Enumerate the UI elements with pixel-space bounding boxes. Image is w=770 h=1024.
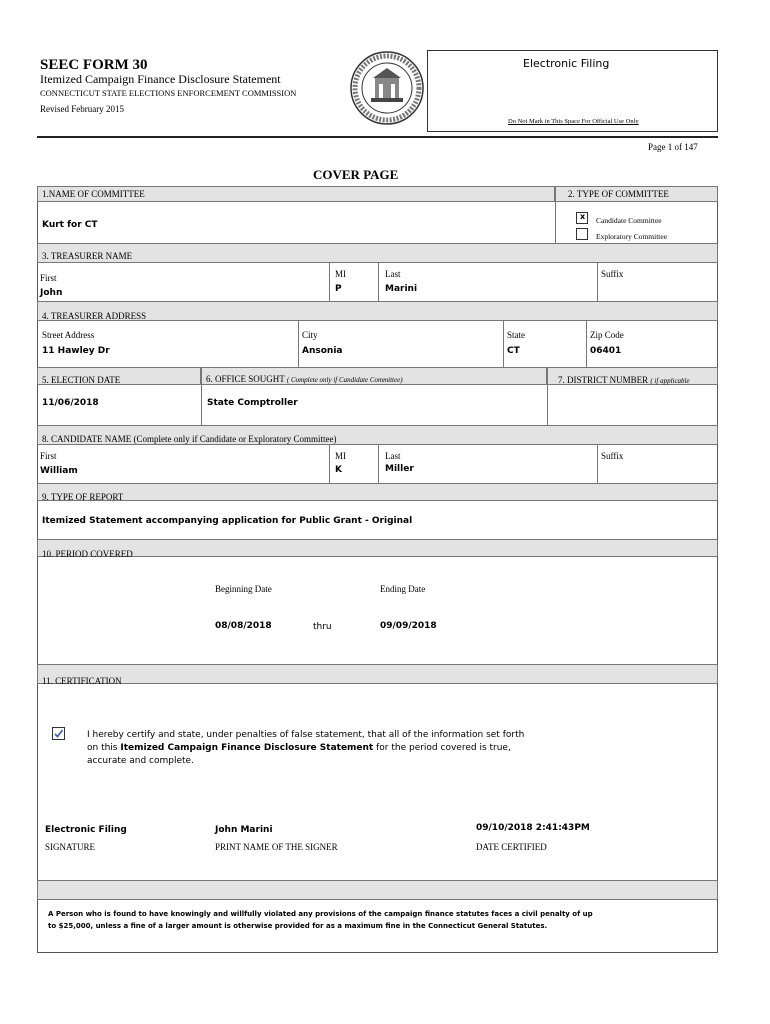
signature-label: SIGNATURE <box>45 842 96 852</box>
page-info: Page 1 of 147 <box>648 142 698 152</box>
signer-name-value: John Marini <box>215 825 273 835</box>
exploratory-committee-checkbox[interactable] <box>576 228 588 240</box>
certification-text: I hereby certify and state, under penalties of false statement, that all of the information set forth on this Itemized Campaign Finance Disclosure Statement for the period covered is true, accurate and complete. <box>87 730 525 766</box>
treasurer-mi-label: MI <box>335 269 346 279</box>
street-value: 11 Hawley Dr <box>42 346 110 356</box>
report-type-header: 9. TYPE OF REPORT <box>37 483 718 501</box>
form-title: SEEC FORM 30 <box>40 57 148 73</box>
state-label: State <box>507 330 525 340</box>
certify-checkbox[interactable] <box>52 727 65 740</box>
agency-name: CONNECTICUT STATE ELECTIONS ENFORCEMENT COMMISSION <box>40 88 297 98</box>
checkmark-icon <box>53 728 64 739</box>
committee-type-header: 2. TYPE OF COMMITTEE <box>555 186 718 202</box>
treasurer-address-header: 4. TREASURER ADDRESS <box>37 301 718 321</box>
treasurer-suffix-label: Suffix <box>601 269 624 279</box>
signature-value: Electronic Filing <box>45 825 127 835</box>
signer-name-label: PRINT NAME OF THE SIGNER <box>215 842 338 852</box>
end-date-label: Ending Date <box>380 584 426 594</box>
office-sought-header: 6. OFFICE SOUGHT ( Complete only if Candidate Committee) <box>201 367 547 385</box>
office-sought-value: State Comptroller <box>207 398 298 408</box>
candidate-mi-value: K <box>335 465 342 475</box>
thru-label: thru <box>313 622 332 632</box>
candidate-name-header: 8. CANDIDATE NAME (Complete only if Candidate or Exploratory Committee) <box>37 425 718 445</box>
candidate-last-value: Miller <box>385 464 414 474</box>
treasurer-name-header: 3. TREASURER NAME <box>37 243 718 263</box>
street-label: Street Address <box>42 330 95 340</box>
exploratory-committee-label: Exploratory Committee <box>596 232 668 241</box>
city-value: Ansonia <box>302 346 343 356</box>
treasurer-first-label: First <box>40 273 57 283</box>
official-use-box <box>427 50 718 132</box>
treasurer-last-label: Last <box>385 269 401 279</box>
district-number-header: 7. DISTRICT NUMBER ( if applicable <box>547 367 718 385</box>
footer-divider-bar <box>37 880 718 900</box>
city-label: City <box>302 330 318 340</box>
date-certified-label: DATE CERTIFIED <box>476 842 547 852</box>
state-value: CT <box>507 346 520 356</box>
form-subtitle: Itemized Campaign Finance Disclosure Statement <box>40 72 281 86</box>
candidate-first-value: William <box>40 466 78 476</box>
certification-header: 11. CERTIFICATION <box>37 664 718 684</box>
date-certified-value: 09/10/2018 2:41:43PM <box>476 823 590 833</box>
revised-date: Revised February 2015 <box>40 104 124 114</box>
cover-page-title: COVER PAGE <box>313 167 399 182</box>
zip-label: Zip Code <box>590 330 624 340</box>
penalty-notice: A Person who is found to have knowingly and willfully violated any provisions of the campaign finance statutes faces a civil penalty of up to $25,000, unless a fine of a larger amount is otherwise provided for as a maximum fine in the Connecticut General Statutes. <box>48 910 593 930</box>
electronic-filing-title: Electronic Filing <box>523 57 610 70</box>
end-date-value: 09/09/2018 <box>380 621 437 631</box>
candidate-last-label: Last <box>385 451 401 461</box>
candidate-first-label: First <box>40 451 57 461</box>
report-type-value: Itemized Statement accompanying application for Public Grant - Original <box>42 516 413 526</box>
candidate-committee-checkbox[interactable]: x <box>576 212 588 224</box>
candidate-suffix-label: Suffix <box>601 451 624 461</box>
committee-name-header: 1.NAME OF COMMITTEE <box>37 186 555 202</box>
period-covered-header: 10. PERIOD COVERED <box>37 539 718 557</box>
committee-name-value: Kurt for CT <box>42 220 98 230</box>
treasurer-first-value: John <box>40 288 63 298</box>
zip-value: 06401 <box>590 346 622 356</box>
treasurer-last-value: Marini <box>385 284 418 294</box>
begin-date-value: 08/08/2018 <box>215 621 272 631</box>
candidate-committee-label: Candidate Committee <box>596 216 662 225</box>
election-date-header: 5. ELECTION DATE <box>37 367 201 385</box>
election-date-value: 11/06/2018 <box>42 398 99 408</box>
state-seal-icon <box>349 50 425 126</box>
official-use-note: Do Not Mark in This Space For Official Use Only <box>508 118 639 125</box>
candidate-mi-label: MI <box>335 451 346 461</box>
begin-date-label: Beginning Date <box>215 584 272 594</box>
treasurer-mi-value: P <box>335 284 342 294</box>
